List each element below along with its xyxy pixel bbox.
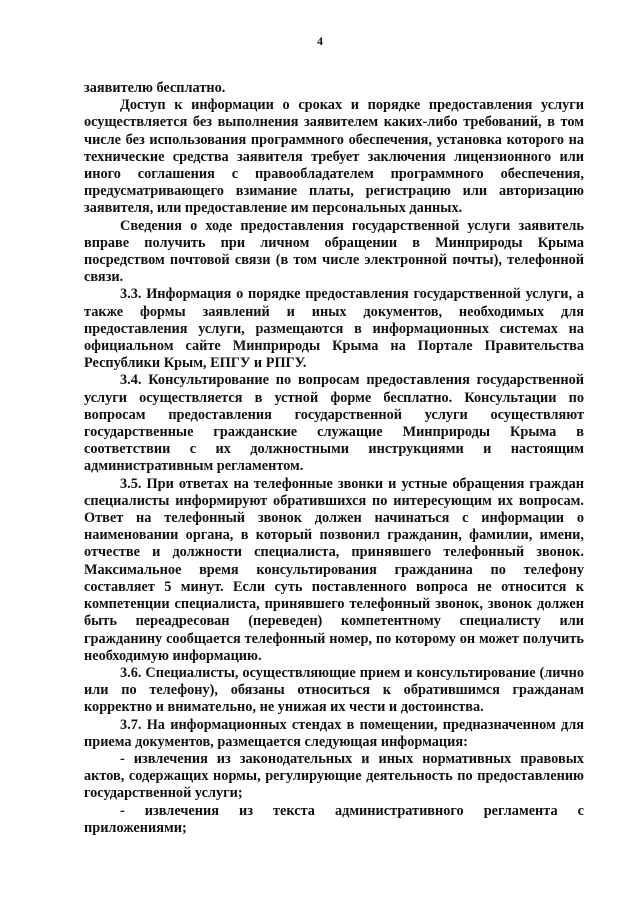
paragraph-3-5: 3.5. При ответах на телефонные звонки и устные обращения граждан специалисты информируют обратившихся по интересующим их вопросам. Ответ на телефонный звонок должен начинаться с информации о наименовании органа, в который позвонил гражданин, фамилии, имени, отчестве и должности специалиста, принявшего телефонный звонок. Максимальное время консультирования гражданина по телефону составляет 5 минут. Если суть поставленного вопроса не относится к компетенции специалиста, принявшего телефонный звонок, звонок должен быть переадресован (переведен) компетентному специалисту или гражданину сообщается телефонный номер, по которому он может получить необходимую информацию. (84, 475, 584, 664)
page-number: 4 (317, 34, 323, 48)
paragraph-3-6: 3.6. Специалисты, осуществляющие прием и консультирование (лично или по телефону), обязаны относиться к обратившимся гражданам корректно и внимательно, не унижая их чести и достоинства. (84, 664, 584, 716)
list-item-regulation-extracts: - извлечения из текста административного регламента с приложениями; (84, 802, 584, 836)
paragraph-3-3: 3.3. Информация о порядке предоставления государственной услуги, а также формы заявлений и иных документов, необходимых для предоставления услуги, размещаются в информационных системах на официальном сайте Минприроды Крыма на Портале Правительства Республики Крым, ЕПГУ и РПГУ. (84, 286, 584, 372)
document-body (84, 80, 584, 837)
paragraph-access-info: Доступ к информации о сроках и порядке предоставления услуги осуществляется без выполнения заявителем каких-либо требований, в том числе без использования программного обеспечения, установка которого на технические средства заявителя требует заключения лицензионного или иного соглашения с правообладателем программного обеспечения, предусматривающего взимание платы, регистрацию или авторизацию заявителя, или предоставление им персональных данных. (84, 97, 584, 217)
list-item-legal-extracts: - извлечения из законодательных и иных нормативных правовых актов, содержащих нормы, регулирующие деятельность по предоставлению государственной услуги; (84, 750, 584, 802)
paragraph-3-7: 3.7. На информационных стендах в помещении, предназначенном для приема документов, размещается следующая информация: (84, 716, 584, 750)
paragraph-continuation: заявителю бесплатно. (84, 80, 226, 96)
paragraph-3-4: 3.4. Консультирование по вопросам предоставления государственной услуги осуществляется в устной форме бесплатно. Консультации по вопросам предоставления государственной услуги осуществляют государственные гражданские служащие Минприроды Крыма в соответствии с их должностными инструкциями и настоящим административным регламентом. (84, 372, 584, 475)
paragraph-progress-info: Сведения о ходе предоставления государственной услуги заявитель вправе получить при личном обращении в Минприроды Крыма посредством почтовой связи (в том числе электронной почты), телефонной связи. (84, 217, 584, 286)
